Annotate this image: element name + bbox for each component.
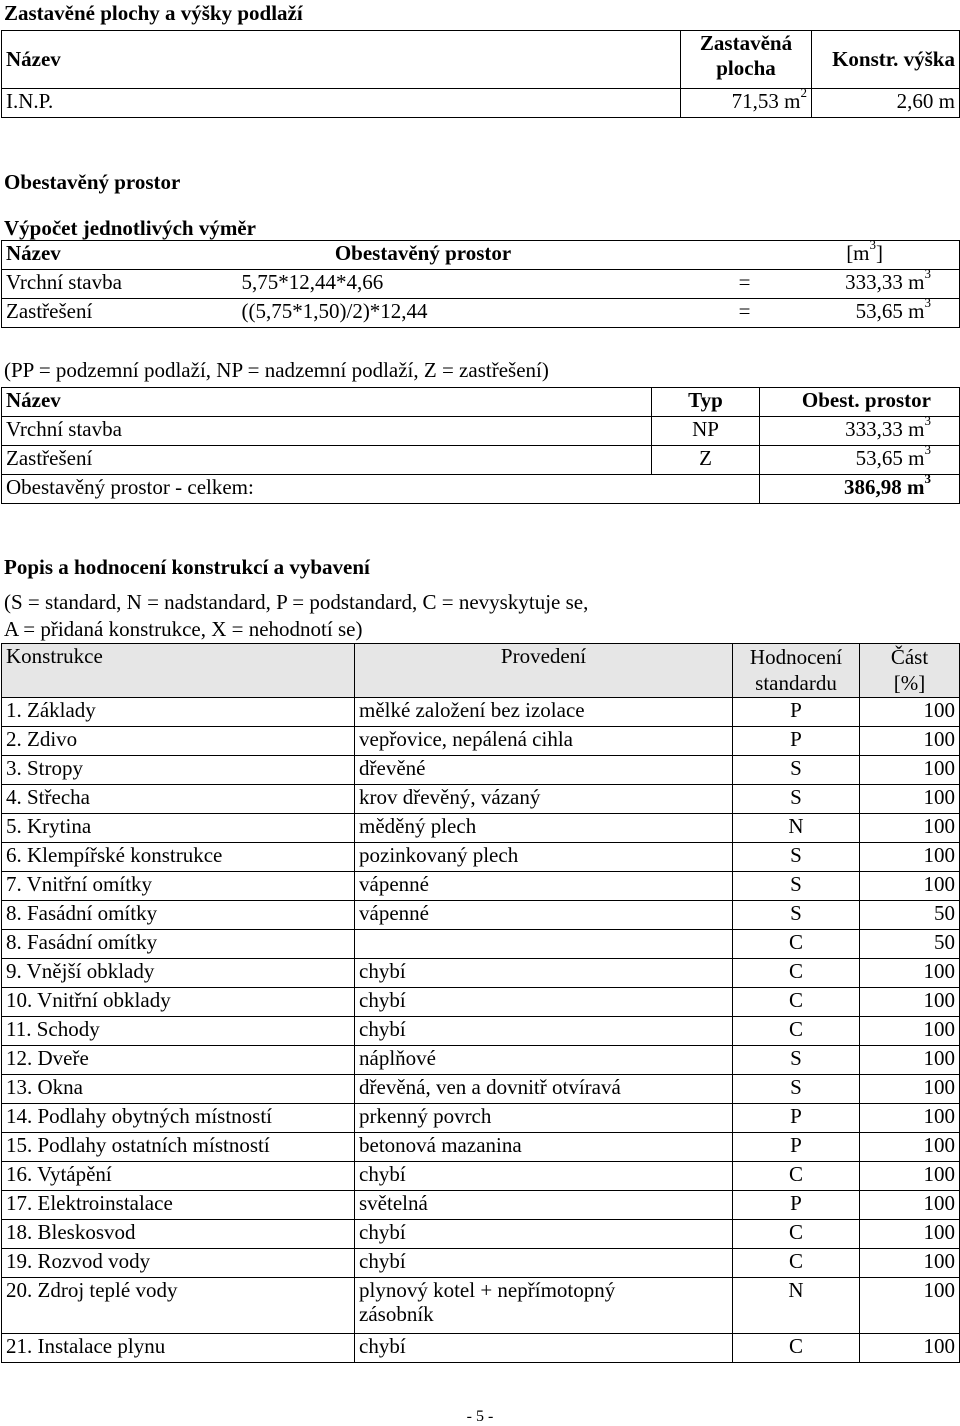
cell-height: 2,60 m [812, 89, 960, 118]
header-execution: Provedení [355, 644, 733, 698]
cell-total-value: 386,98 $m^3$ [760, 475, 960, 504]
cell-construction: 7. Vnitřní omítky [2, 872, 355, 901]
cell-construction: 19. Rozvod vody [2, 1249, 355, 1278]
cell-part: 100 [860, 959, 960, 988]
cell-rating: P [733, 1191, 860, 1220]
header-height: Konstr. výška [812, 31, 960, 89]
cell-construction: 4. Střecha [2, 785, 355, 814]
cell-execution: vápenné [355, 872, 733, 901]
volume-summary-table [1, 387, 960, 504]
header-type: Typ [652, 388, 760, 417]
cell-construction: 17. Elektroinstalace [2, 1191, 355, 1220]
cell-execution: pozinkovaný plech [355, 843, 733, 872]
cell-execution: světelná [355, 1191, 733, 1220]
cell-part: 100 [860, 1162, 960, 1191]
cell-execution: chybí [355, 1249, 733, 1278]
cell-execution: chybí [355, 988, 733, 1017]
cell-rating: C [733, 1249, 860, 1278]
header-built-area: Zastavěná plocha [681, 31, 812, 89]
cell-part: 100 [860, 1104, 960, 1133]
cell-execution: chybí [355, 1162, 733, 1191]
cell-rating: C [733, 959, 860, 988]
cell-part: 100 [860, 1017, 960, 1046]
cell-rating: P [733, 698, 860, 727]
cell-equals: = [725, 270, 765, 299]
cell-construction: 11. Schody [2, 1017, 355, 1046]
table-row [2, 1334, 960, 1363]
table-row [2, 843, 960, 872]
cell-rating: C [733, 930, 860, 959]
built-area-table [1, 30, 960, 118]
table-row [2, 1162, 960, 1191]
page-number: - 5 - [466, 1408, 494, 1425]
cell-part: 100 [860, 727, 960, 756]
table-row [2, 785, 960, 814]
header-name: Název [2, 241, 238, 270]
cell-name: Zastřešení [2, 299, 238, 328]
cell-value: 53,65 $m^3$ [760, 446, 960, 475]
legend-rating-2: A = přidaná konstrukce, X = nehodnotí se) [4, 617, 363, 641]
table-header-row [2, 31, 960, 89]
cell-rating: S [733, 901, 860, 930]
cell-part: 100 [860, 1191, 960, 1220]
cell-part: 100 [860, 814, 960, 843]
cell-part: 50 [860, 901, 960, 930]
table-row [2, 756, 960, 785]
cell-construction: 8. Fasádní omítky [2, 901, 355, 930]
table-row [2, 1278, 960, 1334]
cell-part: 100 [860, 1334, 960, 1363]
table-row [2, 930, 960, 959]
table-header-row [2, 388, 960, 417]
legend-floor-types: (PP = podzemní podlaží, NP = nadzemní podlaží, Z = zastřešení) [4, 358, 549, 382]
volume-calc-table [1, 240, 960, 328]
cell-execution: plynový kotel + nepřímotopný zásobník [355, 1278, 733, 1334]
legend-rating-1: (S = standard, N = nadstandard, P = podstandard, C = nevyskytuje se, [4, 590, 589, 614]
cell-construction: 1. Základy [2, 698, 355, 727]
table-row [2, 901, 960, 930]
cell-execution: chybí [355, 959, 733, 988]
table-row [2, 1017, 960, 1046]
table-header-row [2, 644, 960, 698]
cell-rating: C [733, 988, 860, 1017]
table-row [2, 1191, 960, 1220]
cell-execution: dřevěná, ven a dovnitř otvíravá [355, 1075, 733, 1104]
cell-execution: betonová mazanina [355, 1133, 733, 1162]
table-row [2, 417, 960, 446]
cell-execution: vápenné [355, 901, 733, 930]
table-row [2, 1075, 960, 1104]
cell-part: 100 [860, 1220, 960, 1249]
cell-execution: prkenný povrch [355, 1104, 733, 1133]
cell-equals: = [725, 299, 765, 328]
cell-construction: 16. Vytápění [2, 1162, 355, 1191]
cell-rating: N [733, 1278, 860, 1334]
cell-name: Vrchní stavba [2, 270, 238, 299]
cell-part: 100 [860, 1278, 960, 1334]
cell-name: Zastřešení [2, 446, 652, 475]
cell-part: 50 [860, 930, 960, 959]
cell-rating: P [733, 727, 860, 756]
cell-rating: C [733, 1017, 860, 1046]
section-title-constructions: Popis a hodnocení konstrukcí a vybavení [4, 555, 370, 579]
cell-type: Z [652, 446, 760, 475]
table-row [2, 446, 960, 475]
header-name: Název [2, 388, 652, 417]
table-row [2, 1046, 960, 1075]
cell-construction: 10. Vnitřní obklady [2, 988, 355, 1017]
cell-part: 100 [860, 872, 960, 901]
cell-rating: S [733, 872, 860, 901]
table-row [2, 1220, 960, 1249]
header-rating: Hodnocení standardu [733, 644, 860, 698]
cell-construction: 3. Stropy [2, 756, 355, 785]
cell-construction: 20. Zdroj teplé vody [2, 1278, 355, 1334]
header-construction: Konstrukce [2, 644, 355, 698]
cell-construction: 15. Podlahy ostatních místností [2, 1133, 355, 1162]
cell-execution: dřevěné [355, 756, 733, 785]
section-subtitle-calc: Výpočet jednotlivých výměr [4, 216, 256, 240]
cell-construction: 5. Krytina [2, 814, 355, 843]
table-row [2, 270, 960, 299]
table-row [2, 959, 960, 988]
table-row [2, 1104, 960, 1133]
cell-part: 100 [860, 698, 960, 727]
table-row [2, 299, 960, 328]
constructions-table [1, 643, 960, 1363]
cell-type: NP [652, 417, 760, 446]
cell-construction: 12. Dveře [2, 1046, 355, 1075]
header-part: Část [%] [860, 644, 960, 698]
cell-rating: C [733, 1162, 860, 1191]
section-title-built-area: Zastavěné plochy a výšky podlaží [4, 1, 303, 25]
cell-area: 71,53 $m^2$ [681, 89, 812, 118]
cell-execution: chybí [355, 1334, 733, 1363]
table-row [2, 1133, 960, 1162]
cell-construction: 14. Podlahy obytných místností [2, 1104, 355, 1133]
cell-execution: chybí [355, 1220, 733, 1249]
cell-part: 100 [860, 1249, 960, 1278]
cell-rating: S [733, 785, 860, 814]
cell-construction: 18. Bleskosvod [2, 1220, 355, 1249]
cell-execution: chybí [355, 1017, 733, 1046]
table-total-row [2, 475, 960, 504]
table-row [2, 89, 960, 118]
table-row [2, 1249, 960, 1278]
table-row [2, 988, 960, 1017]
cell-rating: P [733, 1104, 860, 1133]
cell-part: 100 [860, 1075, 960, 1104]
table-row [2, 698, 960, 727]
table-row [2, 872, 960, 901]
cell-execution [355, 930, 733, 959]
cell-rating: S [733, 756, 860, 785]
cell-value: 53,65 $m^3$ [765, 299, 960, 328]
cell-execution: náplňové [355, 1046, 733, 1075]
header-unit: $[m^3]$ [765, 241, 960, 270]
cell-part: 100 [860, 1133, 960, 1162]
cell-construction: 21. Instalace plynu [2, 1334, 355, 1363]
cell-construction: 8. Fasádní omítky [2, 930, 355, 959]
cell-rating: S [733, 1046, 860, 1075]
cell-construction: 13. Okna [2, 1075, 355, 1104]
cell-execution: měděný plech [355, 814, 733, 843]
table-header-row [2, 241, 960, 270]
cell-execution: mělké založení bez izolace [355, 698, 733, 727]
cell-name: Vrchní stavba [2, 417, 652, 446]
header-name: Název [2, 31, 681, 89]
cell-construction: 6. Klempířské konstrukce [2, 843, 355, 872]
cell-formula: ((5,75*1,50)/2)*12,44 [238, 299, 725, 328]
cell-construction: 2. Zdivo [2, 727, 355, 756]
cell-formula: 5,75*12,44*4,66 [238, 270, 725, 299]
cell-part: 100 [860, 843, 960, 872]
cell-rating: C [733, 1220, 860, 1249]
table-row [2, 814, 960, 843]
cell-rating: C [733, 1334, 860, 1363]
header-volume: Obest. prostor [760, 388, 960, 417]
cell-rating: P [733, 1133, 860, 1162]
cell-value: 333,33 $m^3$ [765, 270, 960, 299]
cell-rating: S [733, 843, 860, 872]
cell-execution: krov dřevěný, vázaný [355, 785, 733, 814]
table-row [2, 727, 960, 756]
cell-part: 100 [860, 988, 960, 1017]
cell-part: 100 [860, 756, 960, 785]
cell-execution: vepřovice, nepálená cihla [355, 727, 733, 756]
cell-construction: 9. Vnější obklady [2, 959, 355, 988]
header-calc: Obestavěný prostor [238, 241, 765, 270]
cell-value: 333,33 $m^3$ [760, 417, 960, 446]
cell-name: I.N.P. [2, 89, 681, 118]
cell-rating: S [733, 1075, 860, 1104]
cell-total-label: Obestavěný prostor - celkem: [2, 475, 760, 504]
section-title-volume: Obestavěný prostor [4, 170, 181, 194]
cell-rating: N [733, 814, 860, 843]
cell-part: 100 [860, 1046, 960, 1075]
cell-part: 100 [860, 785, 960, 814]
